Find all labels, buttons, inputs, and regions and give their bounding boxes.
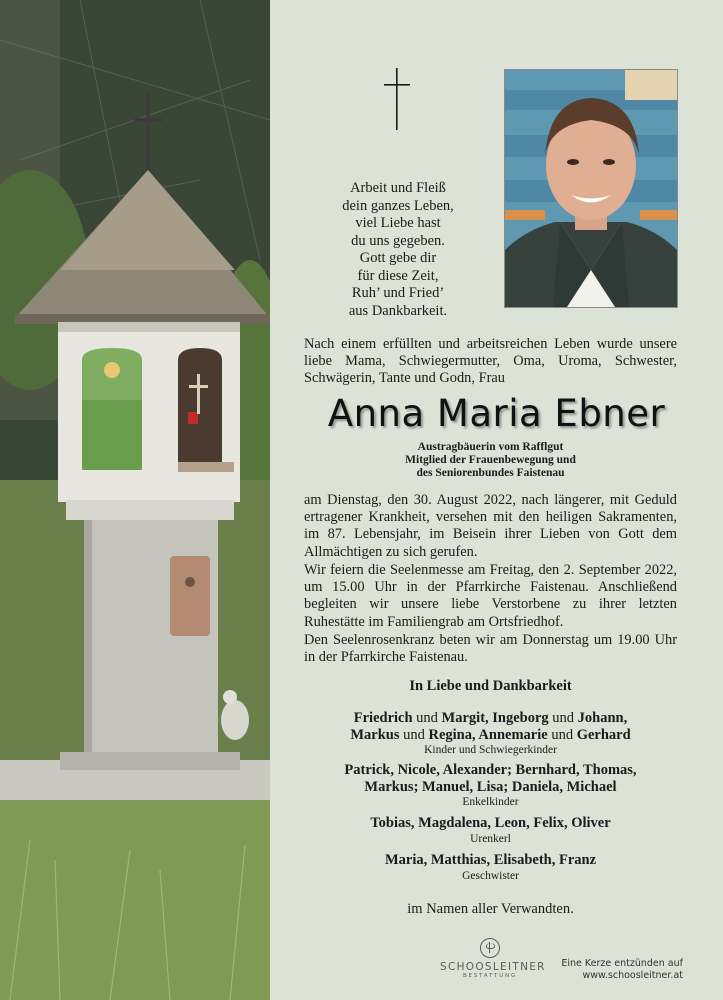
family-children bbox=[304, 710, 677, 757]
portrait-photo bbox=[504, 69, 678, 308]
family-name: Markus bbox=[350, 726, 400, 743]
candle-url[interactable]: www.schoosleitner.at bbox=[582, 969, 683, 981]
shrine-illustration bbox=[0, 0, 270, 1000]
funeral-mass-paragraph: Wir feiern die Seelenmesse am Freitag, den 2. September 2022, um 15.00 Uhr in der Pfarrkirche Faistenau. Anschließend begleiten wir unsere liebe Verstorbene zu ihrer letzten Ruhestätte im Familiengrab am Ortsfriedhof. bbox=[304, 562, 677, 630]
poem-line: Ruh’ und Fried’ bbox=[351, 285, 445, 301]
family-name: Maria, Matthias, Elisabeth, Franz bbox=[384, 852, 597, 868]
rosary-paragraph: Den Seelenrosenkranz beten wir am Donnerstag um 19.00 Uhr in der Pfarrkirche Faistenau. bbox=[304, 632, 677, 666]
poem-line: du uns gegeben. bbox=[351, 232, 445, 249]
logo-subtitle: BESTATTUNG bbox=[462, 973, 518, 979]
family-name: Johann, bbox=[577, 710, 628, 726]
poem-line: aus Dankbarkeit. bbox=[348, 302, 448, 319]
funeral-home-logo bbox=[440, 938, 546, 979]
family-role: Urenkerl bbox=[470, 832, 511, 845]
shrine-photo bbox=[0, 0, 270, 1000]
poem-line: viel Liebe hast bbox=[355, 215, 441, 231]
family-role: Enkelkinder bbox=[462, 796, 519, 808]
family-name: Margit, Ingeborg bbox=[441, 710, 549, 726]
intro-text: Nach einem erfüllten und arbeitsreichen Leben wurde unsere liebe Mama, Schwiegermutter, Oma, Uroma, Schwester, Schwägerin, Tante und Godn, Frau bbox=[304, 336, 677, 387]
family-name: Gerhard bbox=[576, 726, 631, 743]
candle-link[interactable] bbox=[553, 958, 683, 981]
death-notice-paragraph: am Dienstag, den 30. August 2022, nach längerer, mit Geduld ertragener Krankheit, versehen mit den heiligen Sakramenten, im 87. Lebensjahr, im Beisein ihrer Lieben von Gott dem Allmächtigen zu sich gerufen. bbox=[304, 492, 677, 560]
family-joiner: und bbox=[548, 710, 578, 726]
poem-line: Arbeit und Fleiß bbox=[350, 180, 446, 196]
deceased-name: Anna Maria Ebner bbox=[327, 392, 666, 435]
flower-circle-icon bbox=[480, 938, 500, 958]
family-name: Regina, Annemarie bbox=[428, 726, 548, 743]
family-role: Geschwister bbox=[462, 869, 519, 882]
poem-line: Gott gebe dir bbox=[359, 250, 437, 266]
title-line: Austragbäuerin vom Rafflgut bbox=[417, 441, 564, 453]
title-line: des Seniorenbundes Faistenau bbox=[416, 466, 565, 479]
family-joiner: und bbox=[399, 726, 429, 743]
poem-line: für diese Zeit, bbox=[357, 267, 439, 284]
logo-brand: SCHOOSLEITNER bbox=[440, 961, 546, 973]
family-name: Tobias, Magdalena, Leon, Felix, Oliver bbox=[370, 815, 611, 831]
family-great-grandchildren bbox=[304, 815, 677, 846]
poem-line: dein ganzes Leben, bbox=[342, 197, 454, 214]
memorial-poem bbox=[308, 180, 488, 320]
family-joiner: und bbox=[547, 726, 577, 743]
closing-line: im Namen aller Verwandten. bbox=[407, 901, 574, 917]
thanks-heading: In Liebe und Dankbarkeit bbox=[409, 678, 572, 694]
title-line: Mitglied der Frauenbewegung und bbox=[405, 453, 576, 466]
deceased-titles bbox=[304, 441, 677, 479]
family-name: Markus; Manuel, Lisa; Daniela, Michael bbox=[364, 778, 617, 795]
family-grandchildren bbox=[304, 762, 677, 809]
family-role: Kinder und Schwiegerkinder bbox=[424, 744, 557, 756]
family-siblings bbox=[304, 852, 677, 883]
family-name: Friedrich bbox=[353, 710, 413, 726]
candle-text: Eine Kerze entzünden auf bbox=[561, 958, 683, 969]
latin-cross-icon bbox=[384, 68, 410, 130]
family-name: Patrick, Nicole, Alexander; Bernhard, Thomas, bbox=[344, 762, 637, 778]
family-joiner: und bbox=[412, 710, 442, 726]
